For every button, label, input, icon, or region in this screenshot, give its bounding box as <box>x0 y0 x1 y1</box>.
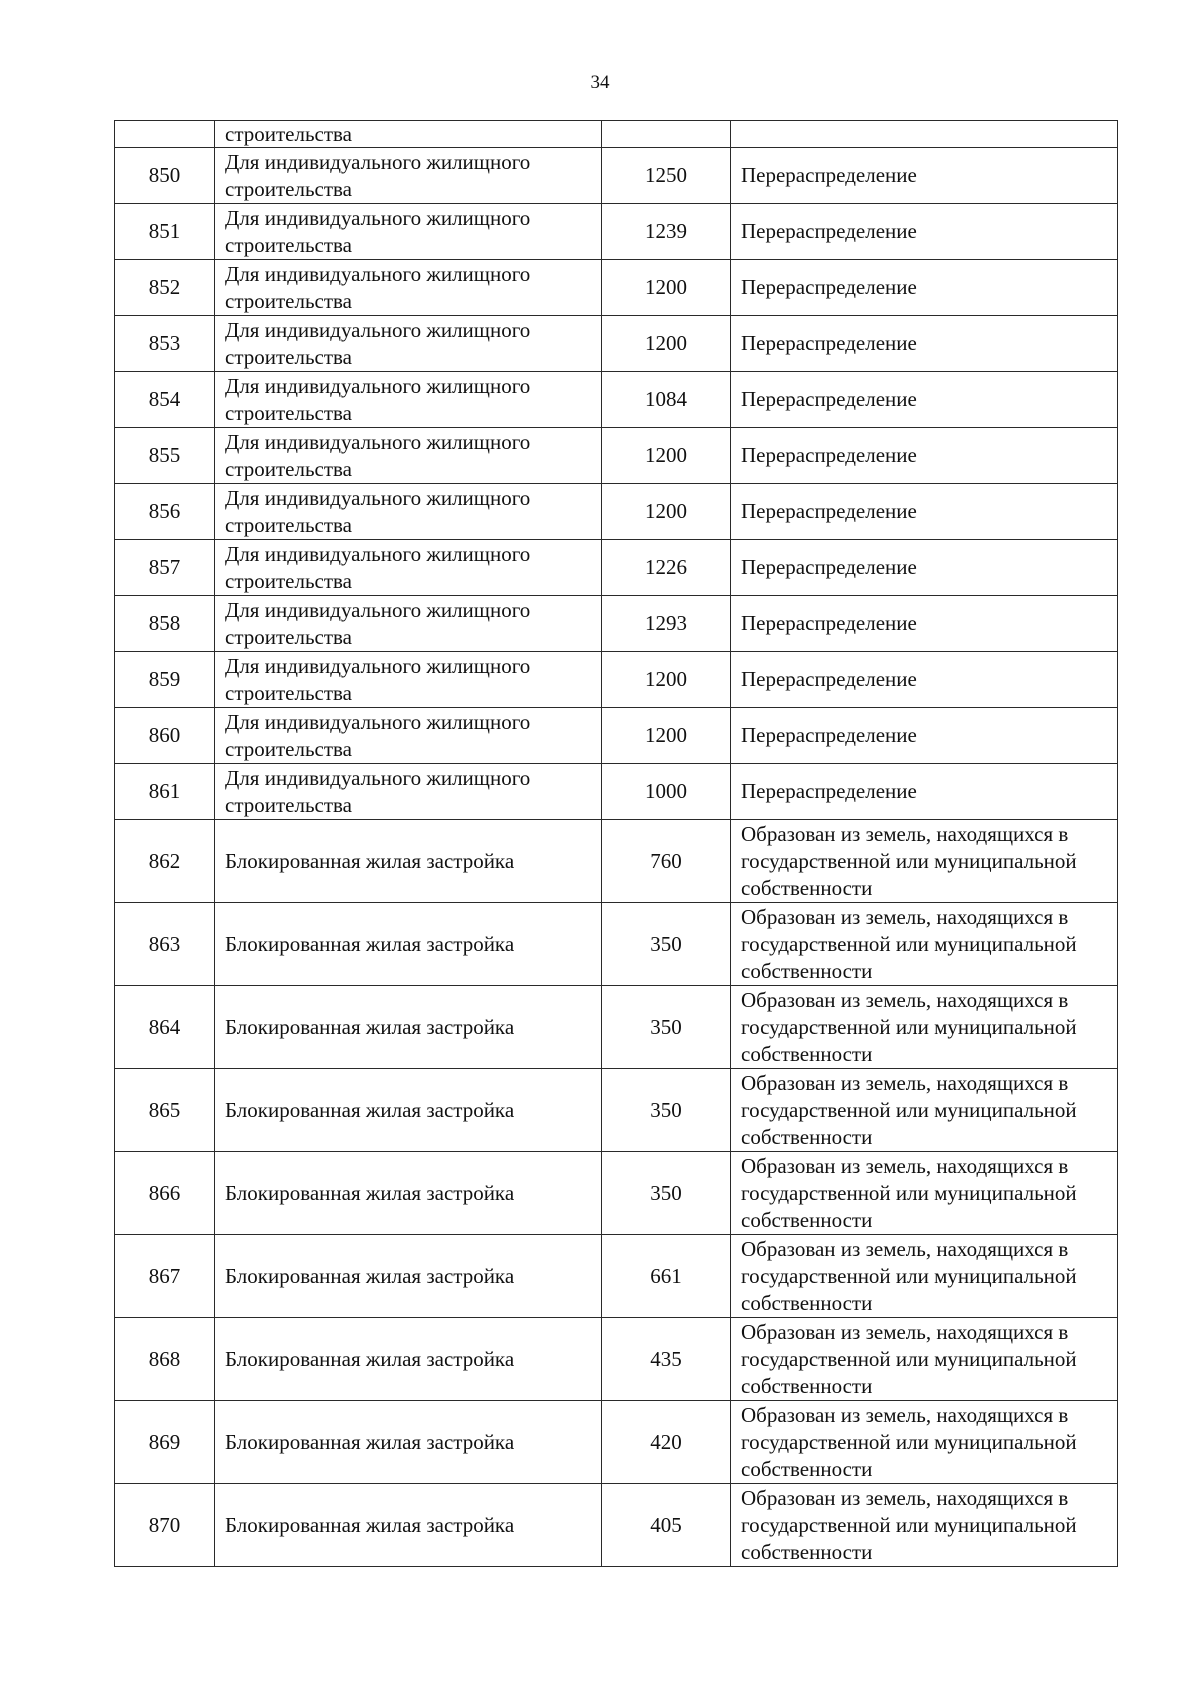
cell-number: 860 <box>115 708 215 764</box>
table-row <box>115 260 1118 316</box>
cell-land-use: Для индивидуального жилищного строительства <box>215 316 602 372</box>
cell-land-use: Блокированная жилая застройка <box>215 986 602 1069</box>
cell-number: 851 <box>115 204 215 260</box>
cell-number: 870 <box>115 1484 215 1567</box>
cell-number: 855 <box>115 428 215 484</box>
cell-land-use: Блокированная жилая застройка <box>215 1069 602 1152</box>
cell-area: 1084 <box>602 372 731 428</box>
cell-area: 661 <box>602 1235 731 1318</box>
cell-land-use: Блокированная жилая застройка <box>215 1235 602 1318</box>
cell-note: Перераспределение <box>731 204 1118 260</box>
table-row <box>115 764 1118 820</box>
cell-number: 857 <box>115 540 215 596</box>
table-row <box>115 1069 1118 1152</box>
cell-area: 420 <box>602 1401 731 1484</box>
cell-number: 865 <box>115 1069 215 1152</box>
table-row <box>115 316 1118 372</box>
cell-note: Перераспределение <box>731 484 1118 540</box>
cell-note: Образован из земель, находящихся в государственной или муниципальной собственности <box>731 1152 1118 1235</box>
cell-area: 760 <box>602 820 731 903</box>
table-row <box>115 540 1118 596</box>
cell-number: 854 <box>115 372 215 428</box>
cell-note: Перераспределение <box>731 652 1118 708</box>
table-row <box>115 986 1118 1069</box>
cell-note: Перераспределение <box>731 764 1118 820</box>
table-row <box>115 372 1118 428</box>
cell-area: 1000 <box>602 764 731 820</box>
cell-land-use: Блокированная жилая застройка <box>215 903 602 986</box>
table-row <box>115 428 1118 484</box>
cell-note <box>731 121 1118 148</box>
cell-area: 1200 <box>602 428 731 484</box>
cell-area: 1250 <box>602 148 731 204</box>
table-row-continuation <box>115 121 1118 148</box>
cell-number <box>115 121 215 148</box>
cell-number: 866 <box>115 1152 215 1235</box>
cell-note: Образован из земель, находящихся в государственной или муниципальной собственности <box>731 1484 1118 1567</box>
cell-number: 858 <box>115 596 215 652</box>
cell-note: Перераспределение <box>731 596 1118 652</box>
cell-land-use: Для индивидуального жилищного строительства <box>215 428 602 484</box>
cell-area: 1200 <box>602 260 731 316</box>
cell-land-use: строительства <box>215 121 602 148</box>
cell-number: 859 <box>115 652 215 708</box>
cell-number: 864 <box>115 986 215 1069</box>
cell-land-use: Блокированная жилая застройка <box>215 820 602 903</box>
cell-note: Образован из земель, находящихся в государственной или муниципальной собственности <box>731 1235 1118 1318</box>
cell-note: Перераспределение <box>731 708 1118 764</box>
cell-land-use: Для индивидуального жилищного строительства <box>215 708 602 764</box>
cell-number: 856 <box>115 484 215 540</box>
table-body <box>115 121 1118 1567</box>
table-row <box>115 1152 1118 1235</box>
cell-note: Образован из земель, находящихся в государственной или муниципальной собственности <box>731 820 1118 903</box>
cell-note: Перераспределение <box>731 540 1118 596</box>
cell-land-use: Для индивидуального жилищного строительства <box>215 596 602 652</box>
cell-area: 350 <box>602 1152 731 1235</box>
land-plot-table <box>114 120 1118 1567</box>
cell-area <box>602 121 731 148</box>
cell-area: 405 <box>602 1484 731 1567</box>
cell-area: 1200 <box>602 484 731 540</box>
cell-note: Образован из земель, находящихся в государственной или муниципальной собственности <box>731 1069 1118 1152</box>
cell-land-use: Для индивидуального жилищного строительства <box>215 652 602 708</box>
cell-number: 862 <box>115 820 215 903</box>
cell-land-use: Блокированная жилая застройка <box>215 1318 602 1401</box>
page-number: 34 <box>590 72 610 93</box>
cell-note: Перераспределение <box>731 372 1118 428</box>
cell-area: 1226 <box>602 540 731 596</box>
cell-note: Перераспределение <box>731 428 1118 484</box>
cell-land-use: Для индивидуального жилищного строительства <box>215 372 602 428</box>
table-row <box>115 708 1118 764</box>
table-row <box>115 820 1118 903</box>
cell-land-use: Для индивидуального жилищного строительства <box>215 540 602 596</box>
cell-area: 1200 <box>602 652 731 708</box>
cell-area: 350 <box>602 903 731 986</box>
table-row <box>115 903 1118 986</box>
table-row <box>115 148 1118 204</box>
table-row <box>115 484 1118 540</box>
cell-note: Образован из земель, находящихся в государственной или муниципальной собственности <box>731 986 1118 1069</box>
cell-land-use: Блокированная жилая застройка <box>215 1401 602 1484</box>
cell-note: Перераспределение <box>731 260 1118 316</box>
cell-area: 1200 <box>602 708 731 764</box>
cell-land-use: Блокированная жилая застройка <box>215 1152 602 1235</box>
cell-number: 863 <box>115 903 215 986</box>
cell-land-use: Для индивидуального жилищного строительства <box>215 148 602 204</box>
table-row <box>115 1318 1118 1401</box>
cell-number: 850 <box>115 148 215 204</box>
cell-land-use: Для индивидуального жилищного строительства <box>215 484 602 540</box>
cell-land-use: Для индивидуального жилищного строительства <box>215 260 602 316</box>
table-row <box>115 1484 1118 1567</box>
cell-note: Образован из земель, находящихся в государственной или муниципальной собственности <box>731 1401 1118 1484</box>
table-row <box>115 1235 1118 1318</box>
cell-land-use: Блокированная жилая застройка <box>215 1484 602 1567</box>
cell-area: 1239 <box>602 204 731 260</box>
table-row <box>115 596 1118 652</box>
table-row <box>115 652 1118 708</box>
cell-note: Перераспределение <box>731 316 1118 372</box>
cell-note: Перераспределение <box>731 148 1118 204</box>
cell-note: Образован из земель, находящихся в государственной или муниципальной собственности <box>731 1318 1118 1401</box>
cell-number: 852 <box>115 260 215 316</box>
cell-number: 861 <box>115 764 215 820</box>
cell-land-use: Для индивидуального жилищного строительства <box>215 764 602 820</box>
cell-area: 1293 <box>602 596 731 652</box>
cell-area: 1200 <box>602 316 731 372</box>
cell-note: Образован из земель, находящихся в государственной или муниципальной собственности <box>731 903 1118 986</box>
cell-number: 868 <box>115 1318 215 1401</box>
cell-number: 853 <box>115 316 215 372</box>
table-row <box>115 1401 1118 1484</box>
cell-number: 869 <box>115 1401 215 1484</box>
cell-number: 867 <box>115 1235 215 1318</box>
cell-area: 350 <box>602 986 731 1069</box>
cell-land-use: Для индивидуального жилищного строительства <box>215 204 602 260</box>
cell-area: 435 <box>602 1318 731 1401</box>
cell-area: 350 <box>602 1069 731 1152</box>
table-row <box>115 204 1118 260</box>
